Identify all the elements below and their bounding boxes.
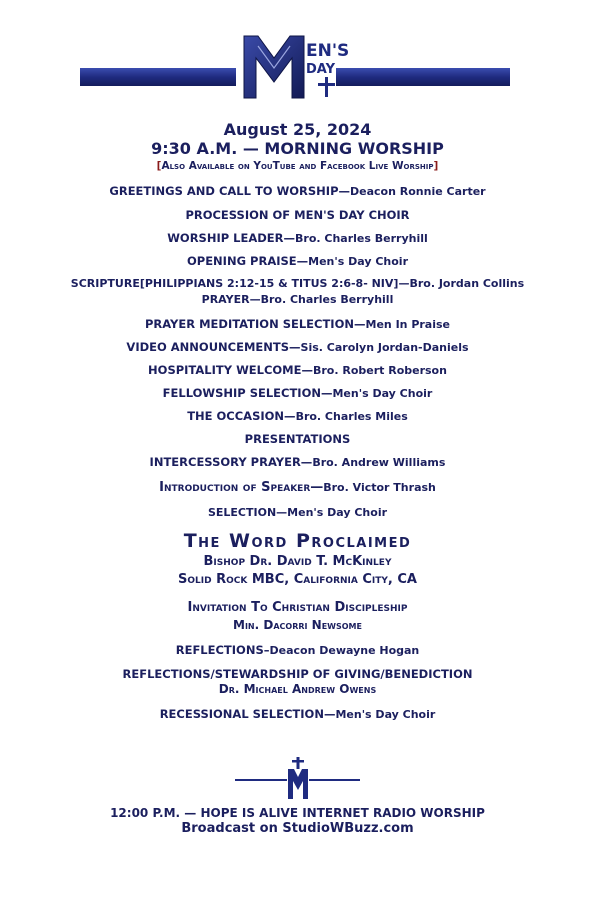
logo-ens-text: EN'S	[306, 41, 350, 61]
program-item: OPENING PRAISE—Men's Day Choir	[187, 254, 408, 268]
footer-cross-logo	[235, 755, 360, 805]
mens-day-logo	[0, 0, 595, 110]
program-item: THE OCCASION—Bro. Charles Miles	[187, 409, 408, 423]
reflections-line: REFLECTIONS–Deacon Dewayne Hogan	[175, 643, 420, 657]
program-item: Introduction of Speaker—Bro. Victor Thrash	[159, 480, 436, 495]
also-available-note: [Also Available on YouTube and Facebook Live Worship]	[156, 160, 439, 172]
speaker-church: Solid Rock MBC, California City, CA	[177, 572, 417, 587]
service-date: August 25, 2024	[223, 120, 372, 139]
program-item: SELECTION—Men's Day Choir	[207, 506, 388, 519]
invitation-name: Min. Dacorri Newsome	[233, 618, 362, 632]
program-item: HOSPITALITY WELCOME—Bro. Robert Roberson	[148, 363, 447, 377]
program-item: FELLOWSHIP SELECTION—Men's Day Choir	[162, 386, 433, 400]
program-item: PROCESSION OF MEN'S DAY CHOIR	[185, 208, 410, 222]
service-time-title: 9:30 A.M. — MORNING WORSHIP	[151, 139, 444, 158]
invitation-title: Invitation To Christian Discipleship	[187, 600, 408, 615]
recessional-line: RECESSIONAL SELECTION—Men's Day Choir	[159, 707, 436, 721]
radio-worship-line: 12:00 P.M. — HOPE IS ALIVE INTERNET RADIO WORSHIP	[110, 806, 485, 820]
program-item: WORSHIP LEADER—Bro. Charles Berryhill	[167, 231, 428, 245]
program-item: PRESENTATIONS	[244, 432, 351, 446]
benediction-title: REFLECTIONS/STEWARDSHIP OF GIVING/BENEDICTION	[122, 667, 473, 681]
program-item: VIDEO ANNOUNCEMENTS—Sis. Carolyn Jordan-Daniels	[126, 340, 469, 354]
broadcast-line: Broadcast on StudioWBuzz.com	[181, 821, 414, 836]
program-item: INTERCESSORY PRAYER—Bro. Andrew Williams	[149, 455, 446, 469]
speaker-name: Bishop Dr. David T. McKinley	[203, 554, 392, 569]
program-item: SCRIPTURE[PHILIPPIANS 2:12-15 & TITUS 2:6-8- NIV]—Bro. Jordan Collins	[70, 277, 525, 290]
program-item: PRAYER MEDITATION SELECTION—Men In Praise	[144, 317, 451, 331]
program-item: GREETINGS AND CALL TO WORSHIP—Deacon Ronnie Carter	[109, 184, 486, 198]
program-item: PRAYER—Bro. Charles Berryhill	[201, 293, 394, 306]
logo-day-text: DAY	[306, 62, 336, 77]
benediction-name: Dr. Michael Andrew Owens	[218, 682, 377, 696]
word-proclaimed-title: The Word Proclaimed	[183, 530, 412, 552]
